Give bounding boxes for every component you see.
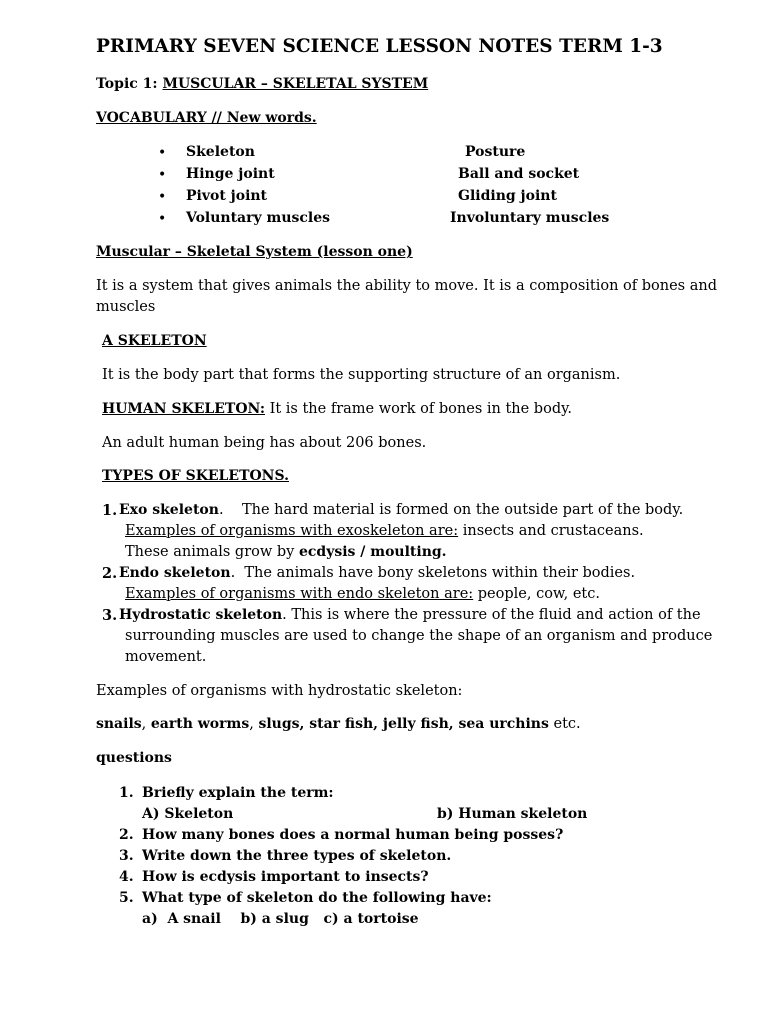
etc-text: etc. [548, 716, 581, 732]
hydro-example: earth worms [150, 716, 250, 732]
bullet-icon: • [158, 211, 167, 227]
intro-text: muscles [96, 299, 156, 315]
question-text: How is ecdysis important to insects? [142, 869, 429, 885]
type-example [125, 523, 644, 539]
example-label: Examples of organisms with endo skeleton are: [125, 586, 474, 602]
human-skeleton-text: It is the frame work of bones in the body. [265, 401, 572, 417]
type-item [119, 607, 701, 623]
question-option: c) a tortoise [323, 911, 419, 927]
list-number: 1. [102, 502, 118, 519]
question-option: A) Skeleton [142, 806, 234, 822]
vocab-item: Ball and socket [458, 166, 580, 182]
separator: , [249, 716, 259, 732]
question-text: What type of skeleton do the following have: [142, 890, 492, 906]
intro-text: It is a system that gives animals the ability to move. It is a composition of bones and [96, 278, 717, 294]
vocab-item: Posture [465, 144, 526, 160]
vocab-item: Involuntary muscles [450, 210, 610, 226]
type-desc: . This is where the pressure of the fluid and action of the [282, 607, 701, 623]
skeleton-definition: It is the body part that forms the supporting structure of an organism. [102, 367, 621, 383]
type-item [119, 502, 683, 518]
question-text: Write down the three types of skeleton. [142, 848, 452, 864]
hydro-example: slugs, star fish, jelly fish, sea urchins [258, 716, 549, 732]
vocabulary-heading: VOCABULARY // New words. [96, 110, 317, 126]
example-label: Examples of organisms with exoskeleton are: [125, 523, 459, 539]
topic-line [96, 76, 428, 92]
vocab-item: Skeleton [186, 144, 255, 160]
extra-bold: ecdysis / moulting. [298, 544, 447, 560]
question-number: 2. [119, 827, 134, 843]
question-text: Briefly explain the term: [142, 785, 334, 801]
type-desc-cont: movement. [125, 649, 207, 665]
example-text: insects and crustaceans. [458, 523, 644, 539]
bullet-icon: • [158, 189, 167, 205]
type-example [125, 586, 600, 602]
extra-text: These animals grow by [125, 544, 299, 560]
question-number: 3. [119, 848, 134, 864]
bullet-icon: • [158, 167, 167, 183]
types-heading: TYPES OF SKELETONS. [102, 468, 289, 484]
bullet-icon: • [158, 145, 167, 161]
example-text: people, cow, etc. [473, 586, 600, 602]
type-extra [125, 544, 447, 560]
type-desc: . The hard material is formed on the outside part of the body. [218, 502, 684, 518]
type-name: Endo skeleton [119, 565, 231, 581]
human-skeleton-line [102, 401, 572, 417]
separator: , [141, 716, 151, 732]
question-number: 1. [119, 785, 134, 801]
type-name: Exo skeleton [119, 502, 219, 518]
vocab-item: Voluntary muscles [186, 210, 331, 226]
human-skeleton-label: HUMAN SKELETON: [102, 401, 266, 417]
type-desc-cont: surrounding muscles are used to change the shape of an organism and produce [125, 628, 713, 644]
question-number: 5. [119, 890, 134, 906]
page-title: PRIMARY SEVEN SCIENCE LESSON NOTES TERM 1-3 [96, 36, 663, 57]
question-option: b) Human skeleton [437, 806, 588, 822]
question-options-line [142, 911, 419, 927]
bones-count-text: An adult human being has about 206 bones. [102, 435, 427, 451]
lesson-heading: Muscular – Skeletal System (lesson one) [96, 244, 413, 260]
hydro-intro: Examples of organisms with hydrostatic skeleton: [96, 683, 463, 699]
type-name: Hydrostatic skeleton [119, 607, 283, 623]
hydro-examples-line [96, 716, 581, 732]
question-option: a) A snail [142, 911, 221, 927]
type-item [119, 565, 635, 581]
question-option: b) a slug [240, 911, 309, 927]
list-number: 2. [102, 565, 118, 582]
topic-label: Topic 1: [96, 76, 158, 92]
vocab-item: Gliding joint [458, 188, 557, 204]
vocab-item: Hinge joint [186, 166, 275, 182]
type-desc: . The animals have bony skeletons within their bodies. [230, 565, 636, 581]
question-text: How many bones does a normal human being posses? [142, 827, 564, 843]
vocab-item: Pivot joint [186, 188, 268, 204]
question-number: 4. [119, 869, 134, 885]
list-number: 3. [102, 607, 118, 624]
hydro-example: snails [96, 716, 142, 732]
skeleton-heading: A SKELETON [102, 333, 207, 349]
topic-name: MUSCULAR – SKELETAL SYSTEM [162, 76, 429, 92]
questions-heading: questions [96, 750, 172, 766]
